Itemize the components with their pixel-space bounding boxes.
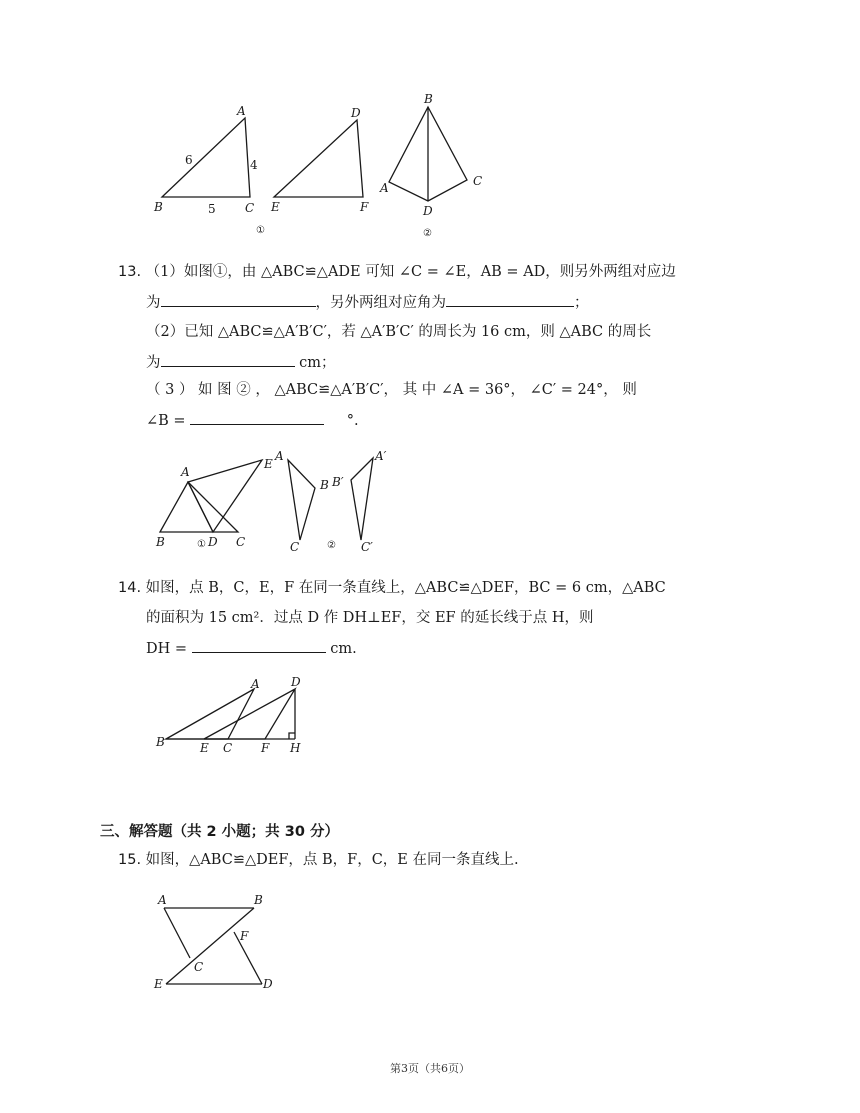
page-footer: 第3页（共6页） xyxy=(390,1062,470,1075)
q14-label-f: F xyxy=(261,741,270,755)
q13-label-e: E xyxy=(264,457,273,471)
q13-blank-angles[interactable] xyxy=(446,292,574,307)
q13-line2 xyxy=(146,292,589,313)
q14-blank-dh[interactable] xyxy=(192,638,326,653)
q13-figures xyxy=(150,448,390,558)
q13-part1-text: （1）如图①，由 △ABC≌△ADE 可知 ∠C = ∠E，AB = AD，则另外两组对应边 xyxy=(145,264,676,280)
q13-figure-2 xyxy=(288,458,373,540)
q13-line2-mid: ，另外两组对应角为 xyxy=(315,295,446,311)
q13-number: 13. xyxy=(118,264,142,280)
label-top-b: B xyxy=(154,200,163,214)
label-kite-c: C xyxy=(473,174,483,188)
q13-line4 xyxy=(146,352,335,373)
side-ab: 6 xyxy=(185,153,193,167)
q13-label-a-prime: A′ xyxy=(375,449,387,463)
q13-label-a: A xyxy=(181,465,190,479)
q13-label-c-prime: C′ xyxy=(361,540,373,554)
label-top-e: E xyxy=(271,200,280,214)
q15-label-c: C xyxy=(194,960,204,974)
triangle-abc-figure xyxy=(162,118,250,197)
q13-blank-angle-b[interactable] xyxy=(190,410,324,425)
q13-line4-prefix: 为 xyxy=(146,355,161,371)
label-top-c: C xyxy=(245,201,255,215)
q14-label-c: C xyxy=(223,741,233,755)
q15-number: 15. xyxy=(118,852,142,868)
q13-blank-sides[interactable] xyxy=(161,292,316,307)
q14-figure xyxy=(150,672,320,762)
q14-line1 xyxy=(118,578,666,598)
q15-line1 xyxy=(118,850,519,870)
q14-text-2: 的面积为 15 cm²．过点 D 作 DH⊥EF，交 EF 的延长线于点 H，则 xyxy=(146,610,594,626)
q14-label-e: E xyxy=(200,741,209,755)
q15-figure xyxy=(150,888,290,1000)
q13-label-b-left: B xyxy=(320,478,329,492)
q14-label-d: D xyxy=(291,675,301,689)
q15-label-f: F xyxy=(240,929,249,943)
q15-text: 如图，△ABC≌△DEF，点 B，F，C，E 在同一条直线上. xyxy=(145,852,519,868)
circle-label-1: ① xyxy=(256,225,265,236)
q13-part2-text: （2）已知 △ABC≌△A′B′C′，若 △A′B′C′ 的周长为 16 cm，则 △ABC 的周长 xyxy=(146,324,652,340)
q13-label-c: C xyxy=(236,535,246,549)
q15-label-b: B xyxy=(254,893,263,907)
q13-line5 xyxy=(146,380,637,400)
label-top-f: F xyxy=(360,200,369,214)
section-title: 三、解答题（共 2 小题；共 30 分） xyxy=(100,824,339,840)
q13-line1 xyxy=(118,262,676,282)
q13-figure-1 xyxy=(160,460,262,532)
q13-label-b-prime: B′ xyxy=(332,475,344,489)
q13-line2-end: ； xyxy=(574,295,589,311)
label-kite-d: D xyxy=(423,204,433,218)
q13-line4-end: cm； xyxy=(299,355,336,371)
q13-label-c-left: C xyxy=(290,540,300,554)
q13-line6-end: °. xyxy=(346,413,359,429)
label-kite-a: A xyxy=(380,181,389,195)
q14-label-h: H xyxy=(290,741,301,755)
q15-label-a: A xyxy=(158,893,167,907)
q14-line3-prefix: DH = xyxy=(146,641,188,657)
label-top-d: D xyxy=(351,106,361,120)
side-ac: 4 xyxy=(250,158,258,172)
label-kite-b: B xyxy=(424,92,433,106)
q15-label-e: E xyxy=(154,977,163,991)
top-figures xyxy=(140,85,500,245)
q13-circle-2: ② xyxy=(327,540,336,551)
q13-circle-1: ① xyxy=(197,539,206,550)
q13-line6-prefix: ∠B = xyxy=(146,413,186,429)
q14-number: 14. xyxy=(118,580,142,596)
q14-label-a: A xyxy=(251,677,260,691)
circle-label-2: ② xyxy=(423,228,432,239)
q14-line3-end: cm. xyxy=(330,641,357,657)
label-top-a: A xyxy=(237,104,246,118)
triangle-def-figure xyxy=(274,120,363,197)
q15-label-d: D xyxy=(263,977,273,991)
q14-line2 xyxy=(146,608,593,628)
q14-line3 xyxy=(146,638,357,659)
side-bc: 5 xyxy=(208,202,216,216)
q13-line6 xyxy=(146,410,359,431)
q14-text-1: 如图，点 B，C，E，F 在同一条直线上，△ABC≌△DEF，BC = 6 cm，△ABC xyxy=(145,580,666,596)
q13-label-d: D xyxy=(208,535,218,549)
q14-label-b: B xyxy=(156,735,165,749)
q13-label-a-left: A xyxy=(275,449,284,463)
q13-part3-text: （ 3 ） 如 图 ② ， △ABC≌△A′B′C′， 其 中 ∠A = 36°， ∠C′ = 24°， 则 xyxy=(146,382,637,398)
q13-line3 xyxy=(146,322,651,342)
q13-blank-perimeter[interactable] xyxy=(161,352,295,367)
kite-figure xyxy=(389,107,467,201)
q13-label-b: B xyxy=(156,535,165,549)
q13-line2-prefix: 为 xyxy=(146,295,161,311)
